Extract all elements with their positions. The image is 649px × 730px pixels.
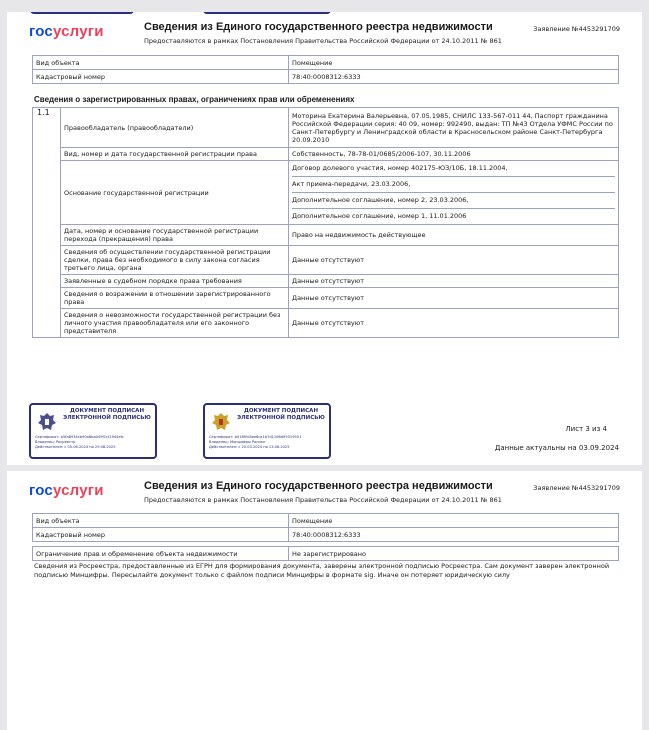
table-row bbox=[33, 275, 619, 288]
objection-label: Сведения о возражении в отношении зарегистрированного права bbox=[61, 288, 289, 309]
table-row bbox=[33, 514, 619, 528]
object-type-label: Вид объекта bbox=[33, 56, 289, 70]
termination-value: Право на недвижимость действующее bbox=[289, 225, 619, 246]
sheet-number: Лист 3 из 4 bbox=[565, 425, 607, 433]
registration-basis-values bbox=[289, 161, 619, 225]
cadastral-number-label: Кадастровый номер bbox=[33, 528, 289, 542]
gosuslugi-logo: госуслуги bbox=[29, 23, 104, 40]
e-signature-stamp-rosreestr bbox=[29, 403, 157, 459]
stamp-details bbox=[209, 435, 329, 450]
object-type-value: Помещение bbox=[289, 514, 619, 528]
coat-of-arms-icon bbox=[36, 411, 58, 433]
holder-label: Правообладатель (правообладатели) bbox=[61, 108, 289, 148]
table-row bbox=[33, 309, 619, 338]
court-claims-value: Данные отсутствуют bbox=[289, 275, 619, 288]
stamp-validity: Действителен: с 05.06.2024 по 29.08.2025 bbox=[35, 445, 116, 449]
statement-number: Заявление №4453291709 bbox=[533, 484, 620, 492]
court-claims-label: Заявленные в судебном порядке права требования bbox=[61, 275, 289, 288]
document-subtitle: Предоставляются в рамках Постановления Правительства Российской Федерации от 24.10.2011 № 861 bbox=[144, 496, 502, 504]
stamp-certificate: Сертификат: b5fa8934cb90a8ba049f1cf1944efc bbox=[35, 435, 124, 439]
holder-value: Моторина Екатерина Валерьевна, 07.05.1985, СНИЛС 133-567-011 44, Паспорт гражданина Российской Федерации серия: 40 09, номер: 992490, выдан: ТП №43 Отдела УФМС России по Санкт-Петербургу и Ленинградской области в Красносельском районе Санкт-Петербурга 20.09.2010 bbox=[289, 108, 619, 148]
previous-stamp-edge bbox=[30, 12, 134, 14]
stamp-validity: Действителен: с 20.03.2024 по 13.06.2025 bbox=[209, 445, 290, 449]
gosuslugi-logo: госуслуги bbox=[29, 482, 104, 499]
signature-footnote: Сведения из Росреестра, предоставленные из ЕГРН для формирования документа, заверены электронной подписью Росреестра. Сам документ заверен электронной подписью Минцифры. Пересылайте документ только с файлом подписи Минцифры в формате sig. Иначе он потеряет юридическую силу bbox=[34, 562, 610, 579]
object-table bbox=[32, 55, 619, 84]
table-row bbox=[33, 161, 619, 225]
page-header bbox=[7, 20, 642, 50]
right-number: 1.1 bbox=[33, 108, 61, 338]
basis-document: Акт приема-передачи, 23.03.2006, bbox=[292, 177, 615, 193]
basis-document: Дополнительное соглашение, номер 1, 11.01.2006 bbox=[292, 212, 467, 220]
document-title: Сведения из Единого государственного реестра недвижимости bbox=[144, 480, 493, 492]
table-row bbox=[33, 56, 619, 70]
restriction-value: Не зарегистрировано bbox=[289, 547, 619, 561]
objection-value: Данные отсутствуют bbox=[289, 288, 619, 309]
table-row bbox=[33, 70, 619, 84]
stamp-owner: Владелец: Минцифры России bbox=[209, 440, 265, 444]
statement-number: Заявление №4453291709 bbox=[533, 25, 620, 33]
registration-type-label: Вид, номер и дата государственной регистрации права bbox=[61, 148, 289, 161]
data-actual-date: Данные актуальны на 03.09.2024 bbox=[494, 444, 619, 452]
previous-stamp-edge bbox=[203, 12, 331, 14]
table-row bbox=[33, 108, 619, 148]
table-row bbox=[33, 288, 619, 309]
restriction-label: Ограничение прав и обременение объекта недвижимости bbox=[33, 547, 289, 561]
restrictions-table bbox=[32, 546, 619, 561]
table-row bbox=[33, 225, 619, 246]
stamp-certificate: Сертификат: b018f0c8ee6ca1b7d1166d95319551 bbox=[209, 435, 302, 439]
table-row bbox=[33, 528, 619, 542]
cadastral-number-label: Кадастровый номер bbox=[33, 70, 289, 84]
cadastral-number-value: 78:40:0008312:6333 bbox=[289, 528, 619, 542]
deal-registration-label: Сведения об осуществлении государственной регистрации сделки, права без необходимого в силу закона согласия третьего лица, органа bbox=[61, 246, 289, 275]
table-row bbox=[33, 547, 619, 561]
document-page-2 bbox=[7, 471, 642, 730]
basis-document: Договор долевого участия, номер 402175-ЮЗ/10Б, 18.11.2004, bbox=[292, 161, 615, 177]
object-type-value: Помещение bbox=[289, 56, 619, 70]
cadastral-number-value: 78:40:0008312:6333 bbox=[289, 70, 619, 84]
registration-basis-label: Основание государственной регистрации bbox=[61, 161, 289, 225]
document-subtitle: Предоставляются в рамках Постановления Правительства Российской Федерации от 24.10.2011 № 861 bbox=[144, 37, 502, 45]
deal-registration-value: Данные отсутствуют bbox=[289, 246, 619, 275]
object-type-label: Вид объекта bbox=[33, 514, 289, 528]
termination-label: Дата, номер и основание государственной регистрации перехода (прекращения) права bbox=[61, 225, 289, 246]
table-row bbox=[33, 246, 619, 275]
stamp-title: ДОКУМЕНТ ПОДПИСАН ЭЛЕКТРОННОЙ ПОДПИСЬЮ bbox=[63, 408, 151, 421]
page-header bbox=[7, 479, 642, 509]
object-table bbox=[32, 513, 619, 542]
stamp-title: ДОКУМЕНТ ПОДПИСАН ЭЛЕКТРОННОЙ ПОДПИСЬЮ bbox=[237, 408, 325, 421]
personal-participation-value: Данные отсутствуют bbox=[289, 309, 619, 338]
document-title: Сведения из Единого государственного реестра недвижимости bbox=[144, 21, 493, 33]
rights-section-title: Сведения о зарегистрированных правах, ограничениях прав или обременениях bbox=[34, 95, 355, 104]
registration-type-value: Собственность, 78-78-01/0685/2006-107, 30.11.2006 bbox=[289, 148, 619, 161]
table-row bbox=[33, 148, 619, 161]
stamp-owner: Владелец: Росреестр bbox=[35, 440, 76, 444]
rights-table bbox=[32, 107, 619, 338]
document-page-1 bbox=[7, 12, 642, 465]
coat-of-arms-icon bbox=[210, 411, 232, 433]
personal-participation-label: Сведения о невозможности государственной регистрации без личного участия правообладателя или его законного представителя bbox=[61, 309, 289, 338]
basis-document: Дополнительное соглашение, номер 2, 23.03.2006, bbox=[292, 193, 615, 209]
e-signature-stamp-mintsifry bbox=[203, 403, 331, 459]
stamp-details bbox=[35, 435, 155, 450]
